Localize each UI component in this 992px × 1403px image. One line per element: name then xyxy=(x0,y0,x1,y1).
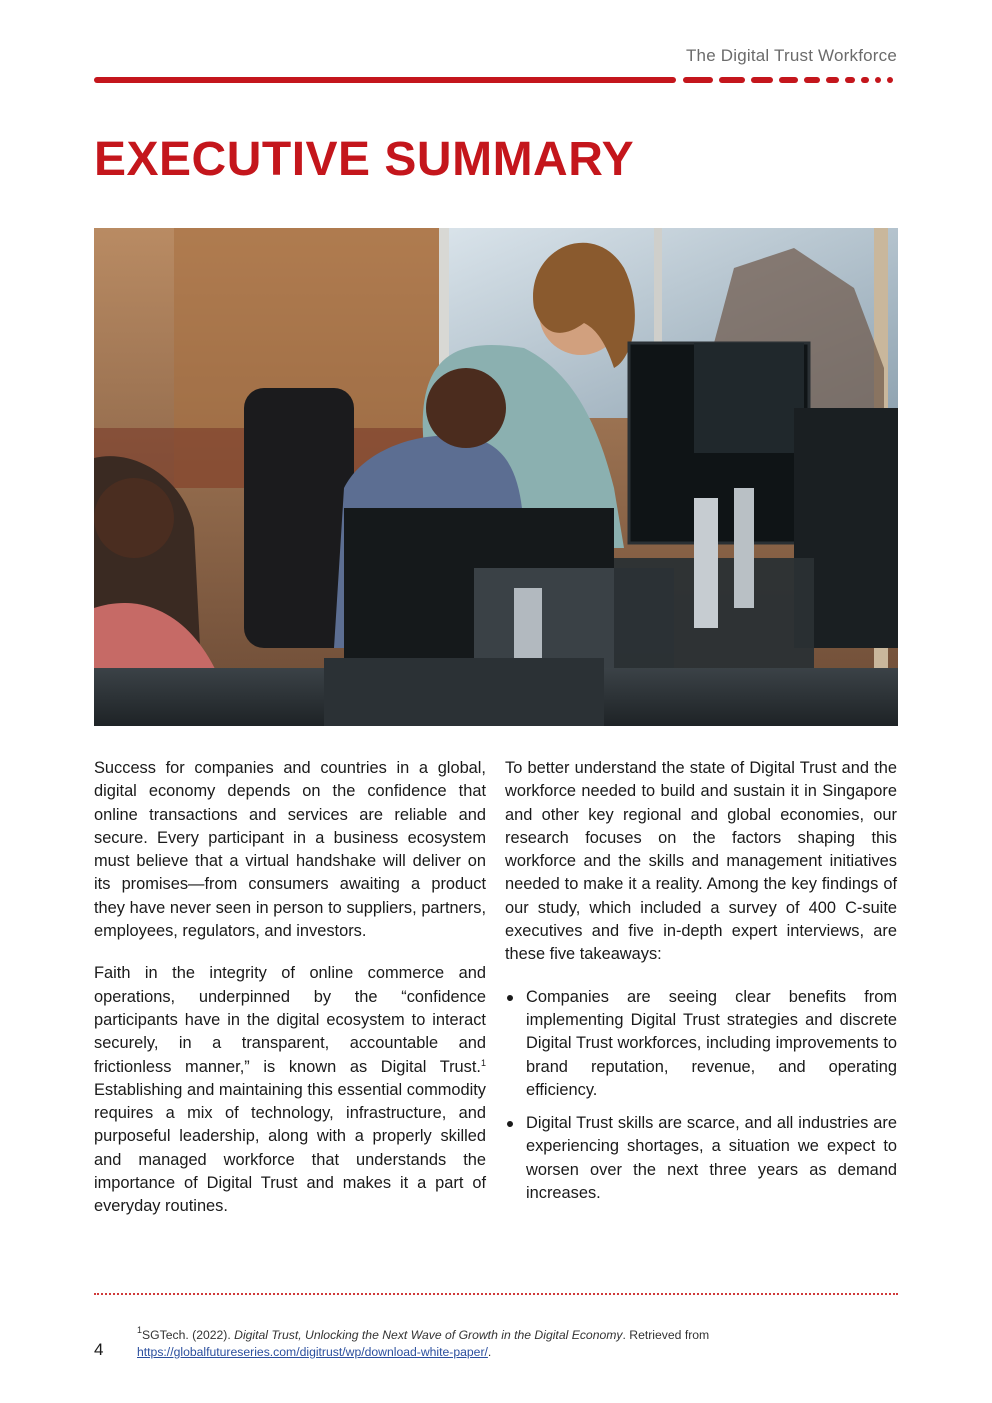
hero-photo xyxy=(94,228,898,726)
list-item: Companies are seeing clear benefits from implementing Digital Trust strategies and discrete Digital Trust workforces, including improvements to brand reputation, revenue, and operating efficiency. xyxy=(505,986,897,1102)
body-text: Faith in the integrity of online commerce and operations, underpinned by the “confidence participants have in the digital ecosystem to interact securely, in a transparent, accountable and frictionless manner,” is known as Digital Trust. xyxy=(94,964,486,1076)
list-item: Digital Trust skills are scarce, and all industries are experiencing shortages, a situation we expect to worsen over the next three years as demand increases. xyxy=(505,1112,897,1205)
footnote-text: . Retrieved from xyxy=(622,1328,710,1342)
right-column xyxy=(505,757,897,1215)
footnote-reference[interactable]: 1 xyxy=(480,1057,486,1068)
takeaways-list xyxy=(505,986,897,1206)
footnote-text: . xyxy=(487,1345,492,1359)
body-text: Establishing and maintaining this essential commodity requires a mix of technology, infrastructure, and purposeful leadership, along with a properly skilled and managed workforce that understands the importance of Digital Trust and makes it a part of everyday routines. xyxy=(94,1080,486,1216)
footnote-source-title: Digital Trust, Unlocking the Next Wave of Growth in the Digital Economy xyxy=(234,1328,623,1342)
left-column xyxy=(94,757,486,1238)
body-paragraph: To better understand the state of Digital Trust and the workforce needed to build and sustain it in Singapore and other key regional and global economies, our research focuses on the factors shaping this workforce and the skills and management initiatives needed to make it a reality. Among the key findings of our study, which included a survey of 400 C-suite executives and five in-depth expert interviews, are these five takeaways: xyxy=(505,759,897,964)
footnote-marker: 1 xyxy=(137,1325,143,1335)
body-paragraph xyxy=(94,962,486,1218)
footnote xyxy=(137,1327,897,1361)
footnote-link[interactable]: https://globalfutureseries.com/digitrust/wp/download-white-paper/ xyxy=(137,1345,488,1359)
footnote-text: SGTech. (2022). xyxy=(142,1328,235,1342)
header-rule xyxy=(94,76,898,84)
running-header-title: The Digital Trust Workforce xyxy=(685,46,897,65)
page-title: EXECUTIVE SUMMARY xyxy=(94,133,635,186)
body-paragraph: Success for companies and countries in a global, digital economy depends on the confidence that online transactions and services are reliable and secure. Every participant in a business ecosystem must believe that a virtual handshake will deliver on its promises—from consumers awaiting a product they have never seen in person to suppliers, partners, employees, regulators, and investors. xyxy=(94,759,486,941)
footer-divider xyxy=(94,1293,898,1295)
page-number: 4 xyxy=(94,1340,104,1359)
